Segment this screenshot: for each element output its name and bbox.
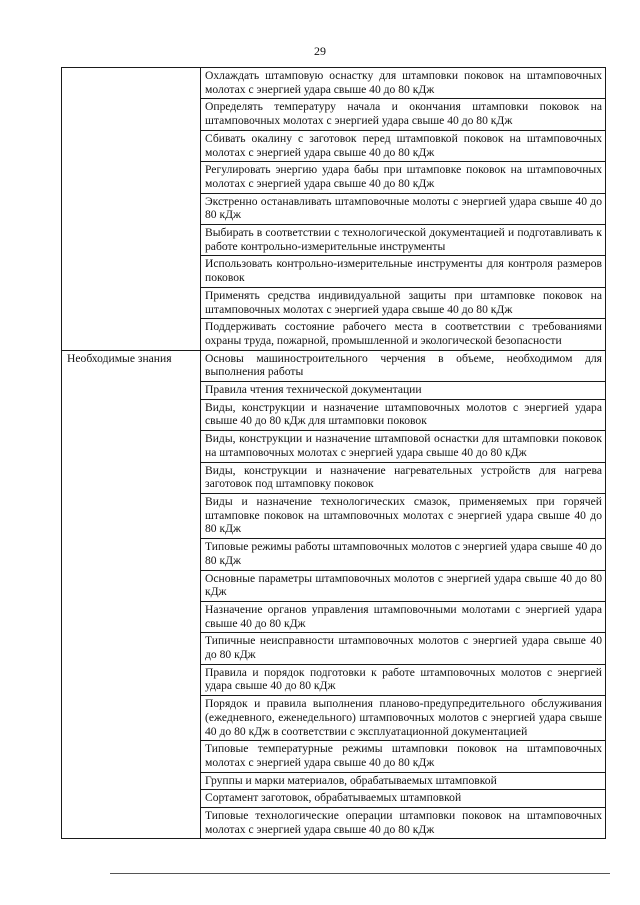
knowledge-item: Типичные неисправности штамповочных молотов с энергией удара свыше 40 до 80 кДж <box>201 633 606 664</box>
knowledge-item: Группы и марки материалов, обрабатываемых штамповкой <box>201 772 606 790</box>
knowledge-item: Назначение органов управления штамповочными молотами с энергией удара свыше 40 до 80 кДж <box>201 601 606 632</box>
knowledge-label: Необходимые знания <box>62 350 201 839</box>
knowledge-item: Сортамент заготовок, обрабатываемых штамповкой <box>201 790 606 808</box>
requirements-table <box>61 67 606 839</box>
skill-item: Поддерживать состояние рабочего места в соответствии с требованиями охраны труда, пожарной, промышленной и экологической безопасности <box>201 319 606 350</box>
knowledge-item: Виды и назначение технологических смазок, применяемых при горячей штамповке поковок на штамповочных молотах с энергией удара свыше 40 до 80 кДж <box>201 493 606 538</box>
bottom-divider <box>110 873 610 874</box>
skill-item: Выбирать в соответствии с технологической документацией и подготавливать к работе контрольно-измерительные инструменты <box>201 225 606 256</box>
skill-item: Охлаждать штамповую оснастку для штамповки поковок на штамповочных молотах с энергией удара свыше 40 до 80 кДж <box>201 68 606 99</box>
table-row <box>62 68 606 99</box>
skill-item: Экстренно останавливать штамповочные молоты с энергией удара свыше 40 до 80 кДж <box>201 193 606 224</box>
skill-item: Применять средства индивидуальной защиты при штамповке поковок на штамповочных молотах с энергией удара свыше 40 до 80 кДж <box>201 287 606 318</box>
knowledge-item: Виды, конструкции и назначение штамповочных молотов с энергией удара свыше 40 до 80 кДж для штамповки поковок <box>201 399 606 430</box>
skill-item: Регулировать энергию удара бабы при штамповке поковок на штамповочных молотах с энергией удара свыше 40 до 80 кДж <box>201 162 606 193</box>
page-number: 29 <box>314 44 326 58</box>
knowledge-item: Виды, конструкции и назначение нагревательных устройств для нагрева заготовок под штамповку поковок <box>201 462 606 493</box>
skills-label-cell <box>62 68 201 351</box>
knowledge-item: Правила чтения технической документации <box>201 382 606 400</box>
knowledge-item: Основные параметры штамповочных молотов с энергией удара свыше 40 до 80 кДж <box>201 570 606 601</box>
knowledge-item: Основы машиностроительного черчения в объеме, необходимом для выполнения работы <box>201 350 606 381</box>
knowledge-item: Типовые режимы работы штамповочных молотов с энергией удара свыше 40 до 80 кДж <box>201 539 606 570</box>
knowledge-item: Типовые температурные режимы штамповки поковок на штамповочных молотах с энергией удара свыше 40 до 80 кДж <box>201 741 606 772</box>
knowledge-item: Правила и порядок подготовки к работе штамповочных молотов с энергией удара свыше 40 до 80 кДж <box>201 664 606 695</box>
skill-item: Использовать контрольно-измерительные инструменты для контроля размеров поковок <box>201 256 606 287</box>
knowledge-item: Виды, конструкции и назначение штамповой оснастки для штамповки поковок на штамповочных молотах с энергией удара свыше 40 до 80 кДж <box>201 431 606 462</box>
knowledge-item: Порядок и правила выполнения планово-предупредительного обслуживания (ежедневного, еженедельного) штамповочных молотов с энергией удара свыше 40 до 80 кДж в соответствии с эксплуатационной документацией <box>201 696 606 741</box>
table-row <box>62 350 606 381</box>
knowledge-item: Типовые технологические операции штамповки поковок на штамповочных молотах с энергией удара свыше 40 до 80 кДж <box>201 808 606 839</box>
skill-item: Определять температуру начала и окончания штамповки поковок на штамповочных молотах с энергией удара свыше 40 до 80 кДж <box>201 99 606 130</box>
skill-item: Сбивать окалину с заготовок перед штамповкой поковок на штамповочных молотах с энергией удара свыше 40 до 80 кДж <box>201 130 606 161</box>
